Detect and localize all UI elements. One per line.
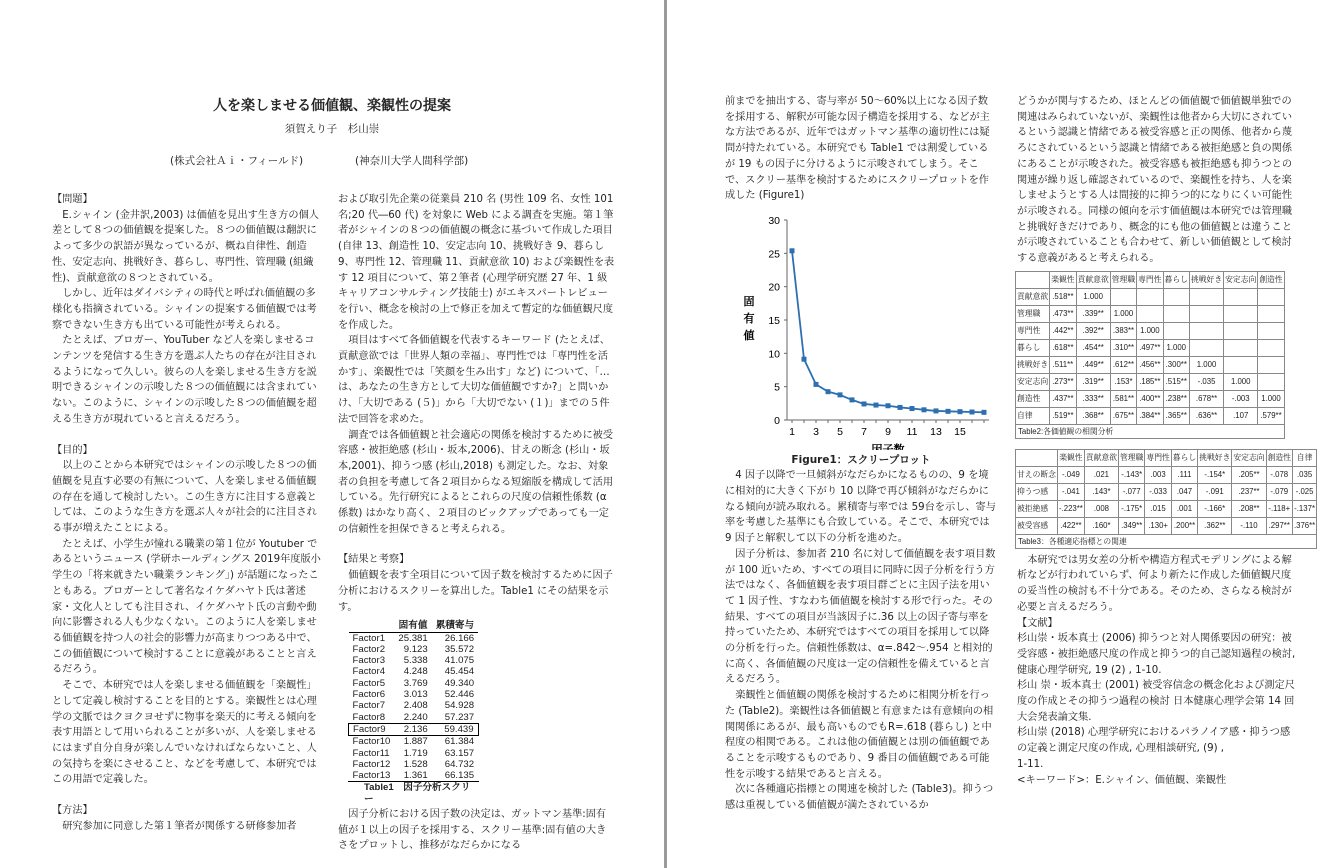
table2-value-cell: .678** bbox=[1189, 390, 1223, 407]
purpose-paragraph-2: たとえば、小学生が憧れる職業の第１位が Youtuber であるというニュース (学研ホールディングス 2019年度版小学生の「将来就きたい職業ランキング」) が話題になったこともある。ブロガーとして著名なイケダハヤト氏は著述家・文化人としても注目され、イケダハヤト氏の言動や動向に影響される人も少なくない。このように人を楽しませる価値観を持つ人の社会的影響力が高まりつつある中で、この価値観について検討することに意義があることと言えるだろう。 bbox=[52, 538, 321, 676]
table2-row bbox=[1016, 288, 1285, 305]
table2-value-cell: .612** bbox=[1110, 356, 1136, 373]
table1-value-cell: 59.439 bbox=[432, 723, 478, 735]
table2-value-cell: .497** bbox=[1137, 339, 1163, 356]
table3-row-label: 被拒絶感 bbox=[1016, 500, 1058, 517]
table1-value-cell: 2.136 bbox=[394, 723, 431, 735]
table3-header-cell: 自律 bbox=[1292, 449, 1316, 466]
table1-row bbox=[349, 759, 479, 770]
table2-row bbox=[1016, 322, 1285, 339]
x-tick-label: 7 bbox=[861, 425, 867, 438]
table1-row bbox=[349, 666, 479, 677]
table2-header-cell bbox=[1016, 271, 1050, 288]
data-point bbox=[886, 403, 891, 408]
table2-row bbox=[1016, 356, 1285, 373]
table3-caption: Table3：各種適応指標との関連 bbox=[1015, 535, 1317, 549]
x-tick-label: 5 bbox=[837, 425, 843, 438]
table2-value-cell: .392** bbox=[1076, 322, 1110, 339]
table2-value-cell: .442** bbox=[1050, 322, 1076, 339]
table2-value-cell bbox=[1224, 322, 1258, 339]
table1-factor-cell: Factor13 bbox=[352, 770, 391, 782]
table2-value-cell bbox=[1224, 356, 1258, 373]
table2-row bbox=[1016, 305, 1285, 322]
y-tick-label: 25 bbox=[768, 248, 780, 261]
table3-value-cell: -.223** bbox=[1057, 500, 1084, 517]
table2-value-cell: 1.000 bbox=[1137, 322, 1163, 339]
data-point bbox=[910, 406, 915, 411]
table2-value-cell bbox=[1258, 288, 1284, 305]
table2-value-cell: .579** bbox=[1258, 407, 1284, 424]
table1-factor-cell: Factor8 bbox=[352, 711, 386, 723]
table3-header-cell: 楽観性 bbox=[1057, 449, 1084, 466]
table1-row bbox=[349, 678, 479, 689]
table2-value-cell: .437** bbox=[1050, 390, 1076, 407]
table3-value-cell: -.041 bbox=[1057, 483, 1084, 500]
table2-row bbox=[1016, 339, 1285, 356]
keywords: <キーワード>：E.シャイン、価値観、楽観性 bbox=[1017, 774, 1227, 786]
x-tick-label: 3 bbox=[813, 425, 819, 438]
table2-value-cell bbox=[1258, 373, 1284, 390]
table1-factor-cell: Factor12 bbox=[352, 758, 391, 770]
table2-value-cell bbox=[1163, 288, 1189, 305]
table1-value-cell: 3.013 bbox=[403, 689, 428, 701]
table1-header-row bbox=[349, 620, 479, 632]
table1-row bbox=[349, 712, 479, 724]
table1-value-cell: 1.528 bbox=[403, 758, 428, 770]
table1-factor-cell: Factor1 bbox=[352, 632, 386, 644]
table3-value-cell: .205** bbox=[1232, 466, 1266, 483]
table2-value-cell: .454** bbox=[1076, 339, 1110, 356]
scree-plot bbox=[725, 210, 997, 456]
table1-row bbox=[349, 700, 479, 711]
x-tick-label: 9 bbox=[885, 425, 891, 438]
table1-value-cell: 4.248 bbox=[403, 666, 428, 678]
table3-row-label: 抑うつ感 bbox=[1016, 483, 1058, 500]
column-2 bbox=[338, 192, 615, 854]
x-tick-label: 15 bbox=[954, 425, 966, 438]
table2-value-cell: .518** bbox=[1050, 288, 1076, 305]
table1-factor-cell: Factor7 bbox=[352, 700, 386, 712]
table3-value-cell: .208** bbox=[1232, 500, 1266, 517]
table3-header-cell: 安定志向 bbox=[1232, 449, 1266, 466]
column-4 bbox=[1017, 94, 1316, 788]
table3-value-cell: .297** bbox=[1266, 517, 1292, 534]
table2-row-label: 安定志向 bbox=[1016, 373, 1050, 390]
table1-scree bbox=[348, 620, 479, 805]
table2-value-cell: .238** bbox=[1163, 390, 1189, 407]
table2-value-cell: .511** bbox=[1050, 356, 1076, 373]
table2-correlation bbox=[1015, 271, 1285, 439]
table1-factor-cell: Factor3 bbox=[352, 655, 386, 667]
data-point bbox=[898, 405, 903, 410]
references bbox=[1017, 616, 1297, 789]
table2-value-cell bbox=[1224, 305, 1258, 322]
table2-value-cell: .473** bbox=[1050, 305, 1076, 322]
table1-value-cell: 9.123 bbox=[403, 643, 428, 655]
table1-row bbox=[349, 748, 479, 759]
section-heading-results: 【結果と考察】 bbox=[338, 554, 410, 566]
table1-value-cell: 45.454 bbox=[444, 666, 475, 678]
authors: 須賀えり子 杉山崇 bbox=[284, 123, 380, 135]
table3-value-cell: -.110 bbox=[1232, 517, 1266, 534]
data-point bbox=[970, 409, 975, 414]
table3-value-cell: .130+ bbox=[1145, 517, 1171, 534]
table1-row bbox=[349, 655, 479, 666]
table1-factor-cell: Factor5 bbox=[352, 677, 386, 689]
results-paragraph-4: 4 因子以降で一旦傾斜がなだらかになるものの、9 を境に相対的に大きく下がり 10 以降で再び傾斜がなだらかになる傾向が読み取れる。累積寄与率では 59台を示し、寄与率を考慮した基準にも合致している。そこで、本研究では 9 因子と解釈して以下の分析を進めた。 bbox=[725, 470, 996, 545]
table2-value-cell bbox=[1224, 288, 1258, 305]
table3-value-cell: .376** bbox=[1292, 517, 1316, 534]
table2-row-label: 暮らし bbox=[1016, 339, 1050, 356]
table2-row bbox=[1016, 373, 1285, 390]
table1-row bbox=[349, 770, 479, 781]
table2-body bbox=[1016, 288, 1285, 424]
reference-3: 杉山崇 (2018) 心理学研究におけるパラノイア感・抑うつ感の定義と測定尺度の作成, 心理相談研究, (9) , bbox=[1017, 727, 1291, 755]
table3-value-cell: .047 bbox=[1171, 483, 1197, 500]
table2-value-cell: .153* bbox=[1110, 373, 1136, 390]
table2-value-cell: .365** bbox=[1163, 407, 1189, 424]
table3-value-cell: .111 bbox=[1171, 466, 1197, 483]
table3-header-cell: 管理職 bbox=[1119, 449, 1145, 466]
table3-header-cell: 暮らし bbox=[1171, 449, 1197, 466]
table3-row bbox=[1016, 517, 1317, 534]
y-tick-label: 10 bbox=[768, 348, 780, 361]
table1-factor-cell: Factor11 bbox=[352, 747, 390, 759]
table2-value-cell bbox=[1163, 322, 1189, 339]
table2-row-label: 創造性 bbox=[1016, 390, 1050, 407]
y-tick-label: 5 bbox=[774, 381, 780, 394]
table2-value-cell: 1.000 bbox=[1224, 373, 1258, 390]
table3-value-cell: -.118+ bbox=[1266, 500, 1292, 517]
data-point bbox=[958, 409, 963, 414]
table2-value-cell: .581** bbox=[1110, 390, 1136, 407]
table1-value-cell: 35.572 bbox=[444, 643, 475, 655]
table1-row bbox=[349, 736, 479, 748]
data-point bbox=[790, 248, 795, 253]
table3-value-cell: .349** bbox=[1119, 517, 1145, 534]
table2-header-cell: 楽観性 bbox=[1050, 271, 1076, 288]
table3-value-cell: .362** bbox=[1198, 517, 1232, 534]
table3-header-row bbox=[1016, 449, 1317, 466]
table2-row bbox=[1016, 407, 1285, 424]
table1-value-cell: 26.166 bbox=[444, 632, 475, 644]
table1-factor-cell: Factor2 bbox=[352, 643, 386, 655]
table1-value-cell: 49.340 bbox=[444, 677, 475, 689]
table3-value-cell: -.049 bbox=[1057, 466, 1084, 483]
table1-header: 累積寄与 bbox=[432, 620, 478, 632]
table3-value-cell: -.077 bbox=[1119, 483, 1145, 500]
table2-value-cell: .333** bbox=[1076, 390, 1110, 407]
table2-value-cell bbox=[1163, 305, 1189, 322]
problem-paragraph-3: たとえば、ブロガー、YouTuber など人を楽しませるコンテンツを発信する生き方を選ぶ人たちの存在が注目されるようになって久しい。彼らの人を楽しませる生き方を説明できるシャインの示唆した８つの価値観には含まれていない。このように、シャインの示唆した８つの価値観を超える生き方が現れていると言えるだろう。 bbox=[52, 335, 317, 425]
data-point bbox=[838, 392, 843, 397]
table2-value-cell bbox=[1258, 305, 1284, 322]
table2-value-cell bbox=[1137, 305, 1163, 322]
table3-value-cell: -.079 bbox=[1266, 483, 1292, 500]
y-tick-label: 20 bbox=[768, 281, 780, 294]
table2-header-cell: 安定志向 bbox=[1224, 271, 1258, 288]
y-axis-label-char: 有 bbox=[743, 311, 755, 325]
table2-value-cell bbox=[1189, 322, 1223, 339]
method-paragraph-cont-2: 項目はすべて各価値観を代表するキーワード (たとえば、貢献意欲では「世界人類の幸福」、専門性では「専門性を活かす」、楽観性では「笑顔を生み出す」など) について、「…は、あなたの生き方として大切な価値観ですか?」と問いかけ、「大切である (５)」から「大切でない (１)」までの５件法で回答を求めた。 bbox=[338, 335, 610, 425]
table2-value-cell: 1.000 bbox=[1110, 305, 1136, 322]
table2-value-cell bbox=[1110, 288, 1136, 305]
table2-value-cell: .300** bbox=[1163, 356, 1189, 373]
table2-value-cell bbox=[1258, 339, 1284, 356]
table3-value-cell: .001 bbox=[1171, 500, 1197, 517]
table1-value-cell: 64.732 bbox=[444, 758, 475, 770]
table2-row-label: 自律 bbox=[1016, 407, 1050, 424]
section-heading-problem: 【問題】 bbox=[52, 194, 93, 205]
table1-value-cell: 1.887 bbox=[403, 736, 428, 748]
table1-value-cell: 1.361 bbox=[403, 770, 428, 782]
table2-value-cell: 1.000 bbox=[1076, 288, 1110, 305]
table3-value-cell: .237** bbox=[1232, 483, 1266, 500]
table2-caption: Table2:各価値観の相関分析 bbox=[1015, 425, 1285, 439]
y-tick-label: 0 bbox=[774, 414, 780, 427]
table1-value-cell: 54.928 bbox=[444, 700, 475, 712]
table2-value-cell: .273** bbox=[1050, 373, 1076, 390]
table1-row bbox=[349, 689, 479, 700]
table2-value-cell: 1.000 bbox=[1189, 356, 1223, 373]
x-tick-label: 11 bbox=[906, 425, 918, 438]
table2-header-cell: 専門性 bbox=[1137, 271, 1163, 288]
table1-factor-cell: Factor4 bbox=[352, 666, 386, 678]
column-3 bbox=[725, 94, 997, 814]
method-paragraph-cont-3: 調査では各価値観と社会適応の関係を検討するために被受容感・被拒絶感 (杉山・坂本,2006)、甘えの断念 (杉山・坂本,2001)、抑うつ感 (杉山,2018) も測定した。なお、対象者の負担を考慮して各２項目からなる短縮版を構成して活用している。先行研究によるとこれらの尺度の信頼性係数 (α係数) はかなり高く、２項目のピックアップであっても一定の信頼性を担保できると考えられる。 bbox=[338, 429, 614, 535]
reference-1: 杉山崇・坂本真士 (2006) 抑うつと対人関係要因の研究：被受容感・被拒絶感尺度の作成と抑うつ的自己認知過程の検討, 健康心理学研究, 19 (2) , 1-10. bbox=[1017, 633, 1296, 676]
data-point bbox=[982, 410, 987, 415]
table3-value-cell: .003 bbox=[1145, 466, 1171, 483]
results-paragraph-5: 因子分析は、参加者 210 名に対して価値観を表す項目数が 100 近いため、すべての項目に同時に因子分析を行う方法ではなく、各価値観を表す項目群ごとに主因子法を用いて 1 因子性、すなわち価値観を検討する形で行った。その結果、すべての項目が当該因子に.36 以上の因子寄与率を持っていたため、本研究ではすべての項目を採用して以降の分析を行った。信頼性係数は、α=.842〜.954 と相対的に高く、各価値観の尺度は一定の信頼性を備えていると言えるだろう。 bbox=[725, 548, 996, 686]
table3-value-cell: .021 bbox=[1084, 466, 1118, 483]
table1-value-cell: 57.237 bbox=[444, 711, 475, 723]
x-axis-label: 因子数 bbox=[871, 442, 905, 450]
x-tick-label: 13 bbox=[930, 425, 942, 438]
data-point bbox=[802, 357, 807, 362]
table2-value-cell: .339** bbox=[1076, 305, 1110, 322]
data-point bbox=[826, 389, 831, 394]
references-heading: 【文献】 bbox=[1017, 617, 1058, 629]
table2-row-label: 貢献意欲 bbox=[1016, 288, 1050, 305]
reference-2: 杉山 崇・坂本真士 (2001) 被受容信念の概念化および測定尺度の作成とその抑うつ過程の検討 日本健康心理学会第 14 回大会発表論文集. bbox=[1017, 680, 1295, 723]
table1-value-cell: 63.157 bbox=[444, 747, 475, 759]
affiliation-university: (神奈川大学人間科学部) bbox=[355, 155, 469, 167]
table1-value-cell: 1.719 bbox=[403, 747, 428, 759]
table3-value-cell: .008 bbox=[1084, 500, 1118, 517]
data-point bbox=[814, 382, 819, 387]
table3-row bbox=[1016, 500, 1317, 517]
table3-value-cell: -.025 bbox=[1292, 483, 1316, 500]
table3-wrap bbox=[1015, 449, 1316, 549]
scree-plot-svg bbox=[725, 210, 997, 450]
table3-value-cell: -.154* bbox=[1198, 466, 1232, 483]
table3-header-cell: 創造性 bbox=[1266, 449, 1292, 466]
affiliation-company: (株式会社Ａｉ・フィールド) bbox=[170, 155, 304, 167]
table3-body bbox=[1016, 466, 1317, 534]
table2-value-cell: 1.000 bbox=[1163, 339, 1189, 356]
table1-value-cell: 66.135 bbox=[444, 770, 475, 782]
table2-value-cell: .449** bbox=[1076, 356, 1110, 373]
data-point bbox=[934, 408, 939, 413]
table2-value-cell: -.035 bbox=[1189, 373, 1223, 390]
data-point bbox=[946, 409, 951, 414]
table2-value-cell: .310** bbox=[1110, 339, 1136, 356]
table1-caption: Table1 因子分析スクリー bbox=[348, 781, 479, 805]
table2-value-cell: .515** bbox=[1163, 373, 1189, 390]
y-axis-label bbox=[744, 294, 755, 342]
table2-value-cell: .675** bbox=[1110, 407, 1136, 424]
table2-header-cell: 挑戦好き bbox=[1189, 271, 1223, 288]
data-point bbox=[862, 401, 867, 406]
reference-3-pages: 1-11. bbox=[1017, 758, 1044, 770]
results-paragraph-3: 前までを抽出する、寄与率が 50〜60%以上になる因子数を採用する、解釈が可能な因子構造を採用する、などが主な方法であるが、近年ではガットマン基準の適切性には疑問が持たれている。本研究でも Table1 では割愛しているが 19 もの因子に分けるように示唆されてしまう。そこで、スクリー基準を検討するためにスクリープロットを作成した (Figure1) bbox=[725, 96, 990, 202]
table1-body bbox=[349, 632, 479, 781]
results-paragraph-8: どうかが関与するため、ほとんどの価値観で価値観単独での関連はみられていないが、楽観性は他者から大切にされているという認識と情緒である被受容感と正の関係、他者から蔑ろにされているという認識と情緒である被拒絶感と負の関係にあることが示唆された。被受容感も被拒絶感も抑うつとの関連が繰り返し確認されているので、楽観性を持ち、人を楽しませようとする人は間接的に抑うつ的になりにくい可能性が示唆される。同様の傾向を示す価値観は本研究では管理職と挑戦好きだけであり、概念的にも他の価値観とは違うことが示唆されていることも合わせて、新しい価値観として検討する意義があると考えられる。 bbox=[1017, 96, 1293, 265]
table3-value-cell: .422** bbox=[1057, 517, 1084, 534]
figure1-caption: Figure1：スクリープロット bbox=[791, 453, 931, 466]
column-1 bbox=[52, 192, 324, 834]
table2-value-cell: .383** bbox=[1110, 322, 1136, 339]
table1-value-cell: 5.338 bbox=[403, 655, 428, 667]
table1-factor-cell: Factor9 bbox=[349, 723, 395, 735]
results-paragraph-1: 価値観を表す全項目について因子数を検討するために因子分析におけるスクリーを算出した。Table1 にその結果を示す。 bbox=[338, 570, 613, 613]
table3-value-cell: -.175* bbox=[1119, 500, 1145, 517]
table2-value-cell bbox=[1224, 339, 1258, 356]
table3-value-cell: .015 bbox=[1145, 500, 1171, 517]
table1-header bbox=[349, 620, 395, 632]
table2-row-label: 管理職 bbox=[1016, 305, 1050, 322]
table3-value-cell: .160* bbox=[1084, 517, 1118, 534]
table2-value-cell: 1.000 bbox=[1258, 390, 1284, 407]
results-paragraph-2: 因子分析における因子数の決定は、ガットマン基準:固有値が１以上の因子を採用する、スクリー基準:固有値の大きさをプロットし、推移がなだらかになる bbox=[338, 809, 607, 852]
table2-header-cell: 創造性 bbox=[1258, 271, 1284, 288]
table1-row bbox=[349, 644, 479, 655]
table2-value-cell bbox=[1137, 288, 1163, 305]
table3-value-cell: .035 bbox=[1292, 466, 1316, 483]
table3-value-cell: -.078 bbox=[1266, 466, 1292, 483]
method-paragraph-cont-1: および取引先企業の従業員 210 名 (男性 109 名、女性 101 名;20 代―60 代) を対象に Web による調査を実施。第１筆者がシャインの８つの価値観の概念に基づいて作成した項目 (自律 13、創造性 10、安定志向 10、挑戦好き 9、暮らし 9、専門性 12、管理職 11、貢献意欲 10) および楽観性を表す 12 項目について、第２筆者 (心理学研究歴 27 年、1 級キャリアコンサルティング技能士) がエキスパートレビューを行い、概念を検討の上で修正を加えて暫定的な価値観尺度を作成した。 bbox=[338, 194, 615, 331]
table2-header-cell: 貢献意欲 bbox=[1076, 271, 1110, 288]
table2-header-cell: 暮らし bbox=[1163, 271, 1189, 288]
table3-header-cell: 挑戦好き bbox=[1198, 449, 1232, 466]
table2-value-cell: .400** bbox=[1137, 390, 1163, 407]
problem-paragraph-1: E.シャイン (金井訳,2003) は価値を見出す生き方の個人差として８つの価値観を提案した。８つの価値観は翻訳によって多少の訳語が異なっているが、概ね自律性、創造性、安定志向、挑戦好き、暮らし、専門性、管理職 (組織性)、貢献意欲の８つとされている。 bbox=[52, 209, 319, 284]
table2-value-cell bbox=[1189, 305, 1223, 322]
y-axis-label-char: 固 bbox=[743, 294, 755, 308]
table2-row bbox=[1016, 390, 1285, 407]
y-tick-label: 30 bbox=[768, 214, 780, 227]
table2-value-cell: .618** bbox=[1050, 339, 1076, 356]
table3-header-cell: 専門性 bbox=[1145, 449, 1171, 466]
y-axis-label-char: 値 bbox=[743, 328, 755, 342]
table2-value-cell bbox=[1258, 356, 1284, 373]
table3-header-cell: 貢献意欲 bbox=[1084, 449, 1118, 466]
results-paragraph-6: 楽観性と価値観の関係を検討するために相関分析を行った (Table2)。楽観性は各価値観と有意または有意傾向の相関関係にあるが、最も高いものでもR=.618 (暮らし) と中程度の相関である。これは他の価値観とは別の価値観であることを示唆するものであり、9 番目の価値観である可能性を示唆する結果であると言える。 bbox=[725, 690, 994, 780]
table2-value-cell bbox=[1189, 339, 1223, 356]
table2-value-cell: -.003 bbox=[1224, 390, 1258, 407]
table1-value-cell: 2.240 bbox=[403, 711, 428, 723]
table1-row bbox=[349, 723, 479, 735]
results-paragraph-7: 次に各種適応指標との関連を検討した (Table3)。抑うつ感は重視している価値観が満たされているか bbox=[725, 784, 994, 812]
table1-value-cell: 25.381 bbox=[398, 632, 428, 644]
table1-header: 固有値 bbox=[394, 620, 431, 632]
table3-value-cell: -.143* bbox=[1119, 466, 1145, 483]
table1-factor-cell: Factor6 bbox=[352, 689, 386, 701]
x-tick-label: 1 bbox=[789, 425, 795, 438]
table1-value-cell: 3.769 bbox=[403, 677, 428, 689]
purpose-paragraph-3: そこで、本研究では人を楽しませる価値観を「楽観性」として定義し検討することを目的とする。楽観性とは心理学の文脈ではクヨクヨせずに物事を楽天的に考える傾向を表す用語として用いられることが多いが、人を楽しませるにはまず自分自身が楽しんでいなければならないこと、人の気持ちを楽にさせること、などを考慮して、本研究ではこの用語で定義した。 bbox=[52, 680, 317, 786]
table3-value-cell: -.033 bbox=[1145, 483, 1171, 500]
table1-row bbox=[349, 632, 479, 644]
table2-value-cell: .319** bbox=[1076, 373, 1110, 390]
table2-value-cell: .185** bbox=[1137, 373, 1163, 390]
table3-adaptation bbox=[1015, 449, 1317, 549]
table2-value-cell bbox=[1258, 322, 1284, 339]
method-paragraph-1: 研究参加に同意した第１筆者が関係する研修参加者 bbox=[62, 820, 297, 832]
paper-title: 人を楽しませる価値観、楽観性の提案 bbox=[213, 98, 451, 114]
table3-row bbox=[1016, 466, 1317, 483]
table1-value-cell: 52.446 bbox=[444, 689, 475, 701]
discussion-paragraph: 本研究では男女差の分析や構造方程式モデリングによる解析などが行われていらず、何より新たに作成した価値観尺度の妥当性の検討も不十分である。そのため、さらなる検討が必要と言えるだろう。 bbox=[1017, 554, 1292, 613]
table2-value-cell: .456** bbox=[1137, 356, 1163, 373]
table2-value-cell: .384** bbox=[1137, 407, 1163, 424]
chart-marks bbox=[790, 248, 987, 415]
table3-value-cell: .200** bbox=[1171, 517, 1197, 534]
table2-value-cell: .636** bbox=[1189, 407, 1223, 424]
table2-header-cell: 管理職 bbox=[1110, 271, 1136, 288]
problem-paragraph-2: しかし、近年はダイバシティの時代と呼ばれ価値観の多様化も指摘されている。シャインの提案する価値観では考察できない生き方も出ている可能性が考えられる。 bbox=[52, 288, 317, 331]
table3-value-cell: -.166* bbox=[1198, 500, 1232, 517]
table2-row-label: 挑戦好き bbox=[1016, 356, 1050, 373]
data-point bbox=[850, 397, 855, 402]
table1-value-cell: 61.384 bbox=[444, 736, 475, 748]
y-tick-label: 15 bbox=[768, 314, 780, 327]
table2-wrap bbox=[1015, 271, 1297, 439]
table3-row-label: 被受容感 bbox=[1016, 517, 1058, 534]
table1-factor-cell: Factor10 bbox=[352, 736, 391, 748]
table2-row-label: 専門性 bbox=[1016, 322, 1050, 339]
data-point bbox=[922, 407, 927, 412]
table1-value-cell: 41.075 bbox=[444, 655, 475, 667]
table3-value-cell: -.137* bbox=[1292, 500, 1316, 517]
table3-row bbox=[1016, 483, 1317, 500]
table2-value-cell: .519** bbox=[1050, 407, 1076, 424]
table2-value-cell: .368** bbox=[1076, 407, 1110, 424]
table2-value-cell: .107 bbox=[1224, 407, 1258, 424]
table2-value-cell bbox=[1189, 288, 1223, 305]
table3-value-cell: -.091 bbox=[1198, 483, 1232, 500]
table3-row-label: 甘えの断念 bbox=[1016, 466, 1058, 483]
table3-value-cell: .143* bbox=[1084, 483, 1118, 500]
table2-header-row bbox=[1016, 271, 1285, 288]
data-point bbox=[874, 402, 879, 407]
section-heading-purpose: 【目的】 bbox=[52, 444, 93, 456]
table1-value-cell: 2.408 bbox=[403, 700, 428, 712]
series-line bbox=[792, 251, 984, 413]
section-heading-method: 【方法】 bbox=[52, 805, 93, 817]
purpose-paragraph-1: 以上のことから本研究ではシャインの示唆した８つの価値観を見直す必要の有無について、人を楽しませる価値観の存在を通して検討したい。この生き方に注目する意義としては、このような生き方を選ぶ人々が社会的に注目される事が増えたことによる。 bbox=[52, 460, 317, 535]
table3-header-cell bbox=[1016, 449, 1058, 466]
